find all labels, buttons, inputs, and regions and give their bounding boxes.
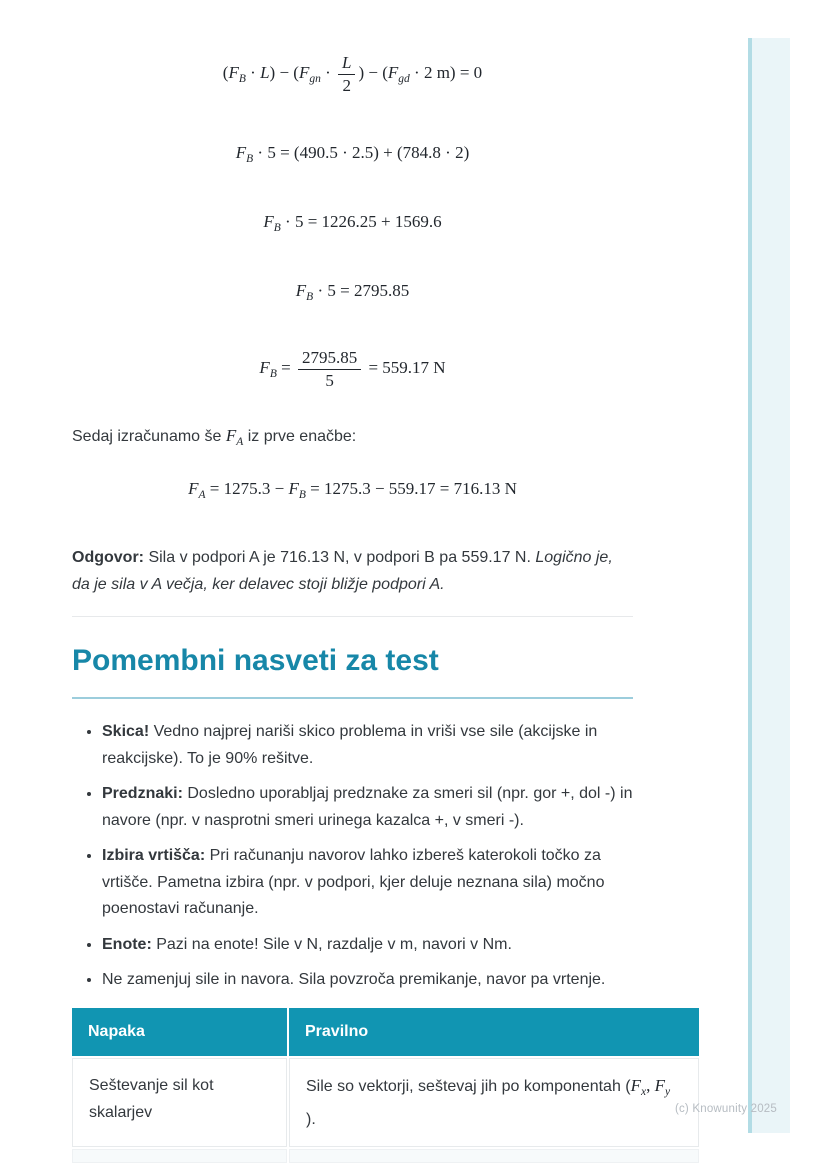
table-row xyxy=(72,1058,699,1147)
section-heading: Pomembni nasveti za test xyxy=(72,643,633,699)
table-header-napaka: Napaka xyxy=(72,1008,287,1056)
table-cell-mistake: Seštevanje sil kot skalarjev xyxy=(72,1058,287,1147)
equation-fb-result xyxy=(72,343,633,395)
fraction: $\frac{2795.85}{5}$ xyxy=(298,348,361,390)
equation-fa-result: $F_A = 1275.3 - F_B = 1275.3 - 559.17 = 716.13$ N xyxy=(188,479,517,502)
answer-label: Odgovor: xyxy=(72,549,144,567)
mistakes-table xyxy=(70,1006,701,1165)
answer-paragraph xyxy=(72,544,633,598)
table-cell-empty xyxy=(289,1149,699,1163)
tips-list xyxy=(72,719,633,994)
answer-italic-note: Logično je, da je sila v A večja, ker delavec stoji bližje podpori A. xyxy=(72,549,613,594)
tips-list-item: • Ne zamenjuj sile in navora. Sila povzroča premikanje, navor pa vrtenje. xyxy=(102,967,633,994)
equation-fb-step1: $F_B \cdot 5 = (490.5 \cdot 2.5) + (784.8 \cdot 2)$ xyxy=(235,143,470,165)
table-header-row xyxy=(72,1008,699,1056)
section-divider xyxy=(72,616,633,617)
equation-text: $(F_B \cdot L) - (F_{gn}$ · $\frac{L}{2}$ ) − ($F_{gd} \cdot 2$ m) = 0 xyxy=(222,52,483,95)
fraction: $\frac{L}{2}$ xyxy=(338,53,355,95)
answer-text: Sila v podpori A je 716.13 N, v podpori B pa 559.17 N. xyxy=(144,549,536,567)
table-cell-empty xyxy=(72,1149,287,1163)
paragraph-fa-intro: Sedaj izračunamo še $F_A$ iz prve enačbe: xyxy=(72,426,357,449)
page-edge-highlight xyxy=(748,38,790,1133)
table-header-pravilno: Pravilno xyxy=(289,1008,699,1056)
table-cell-correct: Sile so vektorji, seštevaj jih po komponentah ($F_x$, $F_y$ ). xyxy=(289,1058,699,1147)
tips-list-item: • Predznaki: Dosledno uporabljaj predznake za smeri sil (npr. gor +, dol -) in navore (npr. v nasprotni smeri urinega kazalca +, v smeri -). xyxy=(102,781,633,834)
copyright-watermark: (c) Knowunity 2025 xyxy=(674,1103,777,1115)
table-row-partial xyxy=(72,1149,699,1163)
tips-list-item: • Skica! Vedno najprej nariši skico problema in vriši vse sile (akcijske in reakcijske). To je 90% rešitve. xyxy=(102,719,633,772)
tips-list-item: • Izbira vrtišča: Pri računanju navorov lahko izbereš katerokoli točko za vrtišče. Pametna izbira (npr. v podpori, kjer deluje neznana sila) močno poenostavi računanje. xyxy=(102,843,633,923)
document-content xyxy=(72,0,671,1165)
equation-fb-step2: $F_B \cdot 5 = 1226.25 + 1569.6$ xyxy=(263,211,442,234)
equation-text: $F_B$ = $\frac{2795.85}{5}$ = 559.17 N xyxy=(259,348,446,390)
tips-list-item: • Enote: Pazi na enote! Sile v N, razdalje v m, navori v Nm. xyxy=(102,932,633,959)
inline-math-fa: $F_A$ xyxy=(225,426,244,449)
equation-moment-balance xyxy=(72,52,633,96)
inline-math-fx-fy: $F_x$, $F_y$ xyxy=(630,1075,671,1098)
equation-fb-step3: $F_B \cdot 5 = 2795.85$ xyxy=(295,280,410,303)
